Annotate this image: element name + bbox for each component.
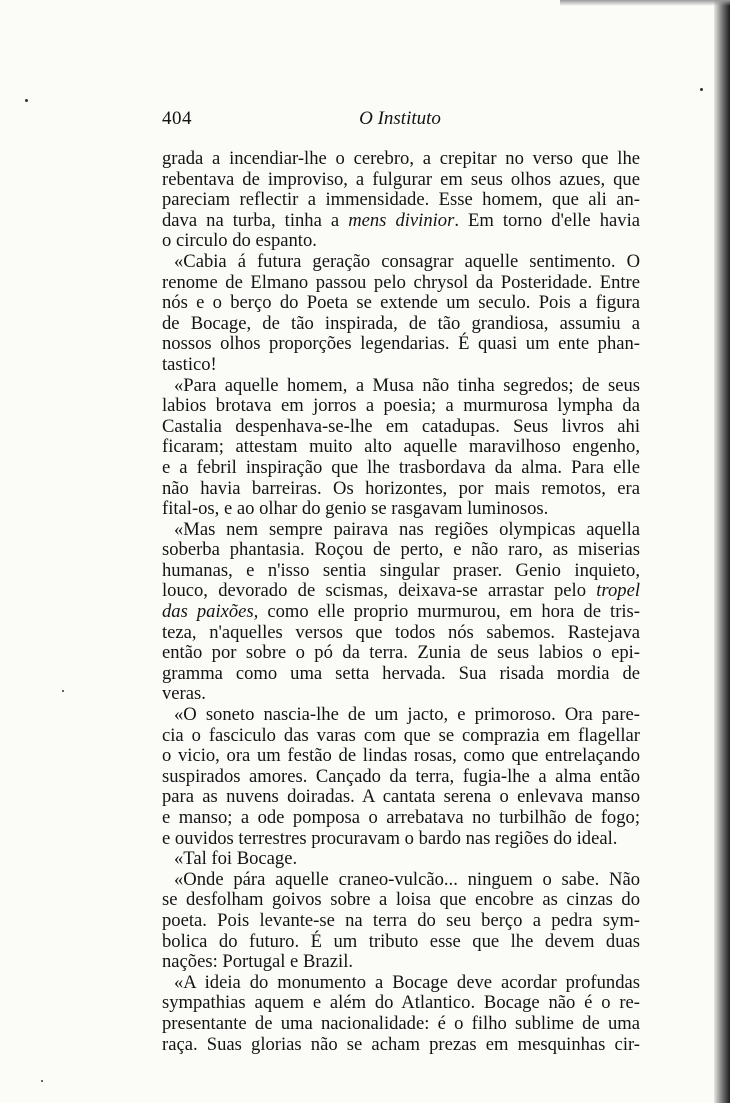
text-line: humanas, e n'isso sentia singular praser. Genio inquieto, <box>162 559 640 581</box>
text-line: cia o fasciculo das varas com que se comprazia em flagellar <box>162 724 640 746</box>
text-line: o vicio, ora um festão de lindas rosas, como que entrelaçando <box>162 745 640 767</box>
italic-text: mens divinior <box>348 209 455 231</box>
running-title: O Instituto <box>359 108 441 129</box>
text-line: e a febril inspiração que lhe trasbordava da alma. Para elle <box>162 456 640 478</box>
body-text <box>162 149 640 1055</box>
text-line: se desfolham goivos sobre a loisa que encobre as cinzas do <box>162 889 640 911</box>
text-line: nações: Portugal e Brazil. <box>162 951 354 973</box>
text-line: soberba phantasia. Roçou de perto, e não raro, as miserias <box>162 539 640 561</box>
page-number: 404 <box>162 108 192 129</box>
speck <box>62 690 64 692</box>
text-segment: dava na turba, tinha a <box>162 209 349 231</box>
text-line: ficaram; attestam muito alto aquelle maravilhoso engenho, <box>162 436 640 458</box>
text-line: e ouvidos terrestres procuravam o bardo nas regiões do ideal. <box>162 827 618 849</box>
text-line: «O soneto nascia-lhe de um jacto, e primoroso. Ora pare- <box>174 704 640 726</box>
text-line: presentante de uma nacionalidade: é o filho sublime de uma <box>162 1012 640 1034</box>
text-line: tastico! <box>162 353 217 375</box>
text-line: «Cabia á futura geração consagrar aquelle sentimento. O <box>174 250 640 272</box>
text-line <box>162 602 640 623</box>
text-segment: louco, devorado de scismas, deixava-se arrastar pelo <box>162 580 597 602</box>
text-line: bolica do futuro. É um tributo esse que lhe devem duas <box>162 930 640 952</box>
text-segment: . Em torno d'elle havia <box>454 209 640 231</box>
text-line: rebentava de improviso, a fulgurar em seus olhos azues, que <box>162 168 640 190</box>
speck <box>25 99 28 102</box>
text-line: poeta. Pois levante-se na terra do seu berço a pedra sym- <box>162 909 640 931</box>
text-line: fital-os, e ao olhar do genio se rasgavam luminosos. <box>162 498 549 520</box>
scan-edge-top <box>560 0 730 6</box>
text-line: então por sobre o pó da terra. Zunia de seus labios o epi- <box>162 642 640 664</box>
text-line: veras. <box>162 683 206 705</box>
text-line: não havia barreiras. Os horizontes, por mais remotos, era <box>162 477 640 499</box>
text-line: de Bocage, de tão inspirada, de tão grandiosa, assumiu a <box>162 312 640 334</box>
text-line <box>162 581 640 602</box>
text-line: renome de Elmano passou pelo chrysol da Posteridade. Entre <box>162 271 640 293</box>
text-line: pareciam reflectir a immensidade. Esse homem, que ali an- <box>162 189 640 211</box>
text-line: «Tal foi Bocage. <box>174 848 298 870</box>
text-line <box>162 211 640 232</box>
text-line: e manso; a ode pomposa o arrebatava no turbilhão de fogo; <box>162 807 640 828</box>
text-line: o circulo do espanto. <box>162 230 317 252</box>
speck <box>41 1080 43 1082</box>
text-line: «Para aquelle homem, a Musa não tinha segredos; de seus <box>174 374 640 396</box>
text-line: nossos olhos proporções legendarias. É quasi um ente phan- <box>162 333 640 355</box>
text-line: teza, n'aquelles versos que todos nós sabemos. Rastejava <box>162 621 640 643</box>
text-line: «A ideia do monumento a Bocage deve acordar profundas <box>174 971 640 993</box>
text-segment: como elle proprio murmurou, em hora de tris- <box>258 601 640 623</box>
text-line: raça. Suas glorias não se acham prezas em mesquinhas cir- <box>162 1033 640 1055</box>
text-line: grada a incendiar-lhe o cerebro, a crepitar no verso que lhe <box>162 148 640 169</box>
text-line: labios brotava em jorros a poesia; a murmurosa lympha da <box>162 395 640 417</box>
text-line: para as nuvens doiradas. A cantata serena o enlevava manso <box>162 786 640 808</box>
italic-text: das paixões, <box>162 601 259 623</box>
italic-text: tropel <box>596 580 640 602</box>
page-header <box>162 108 638 132</box>
text-line: gramma como uma setta hervada. Sua risada mordia de <box>162 662 640 684</box>
scan-edge-right <box>714 0 730 1103</box>
speck <box>700 88 703 91</box>
text-line: «Onde pára aquelle craneo-vulcão... ninguem o sabe. Não <box>174 868 640 890</box>
text-line: «Mas nem sempre pairava nas regiões olympicas aquella <box>174 518 640 540</box>
text-line: suspirados amores. Cançado da terra, fugia-lhe a alma então <box>162 765 640 787</box>
text-line: nós e o berço do Poeta se extende um seculo. Pois a figura <box>162 292 640 314</box>
text-line: Castalia despenhava-se-lhe em catadupas. Seus livros ahi <box>162 415 640 437</box>
text-line: sympathias aquem e além do Atlantico. Bocage não é o re- <box>162 992 640 1014</box>
